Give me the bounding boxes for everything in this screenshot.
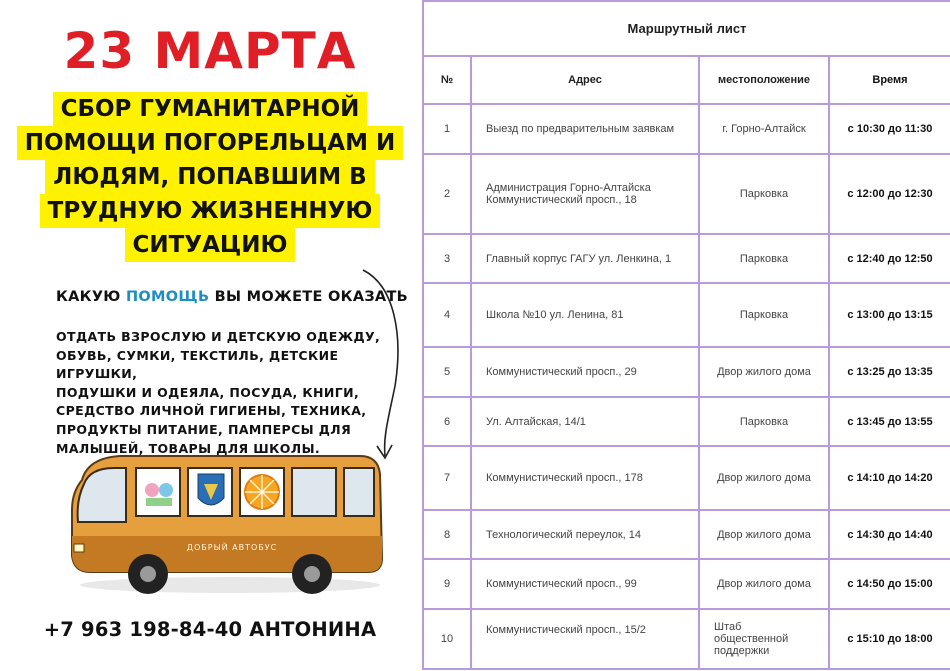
header-time: Время: [829, 56, 950, 104]
row-location: Двор жилого дома: [717, 472, 811, 484]
row-time: с 12:00 до 12:30: [829, 154, 950, 234]
headline-line: ТРУДНУЮ ЖИЗНЕННУЮ: [40, 194, 381, 228]
item-line: МАЛЫШЕЙ, ТОВАРЫ ДЛЯ ШКОЛЫ.: [56, 440, 321, 456]
item-line: ОБУВЬ, СУМКИ, ТЕКСТИЛЬ, ДЕТСКИЕ ИГРУШКИ,: [56, 347, 339, 382]
row-address: Школа №10 ул. Ленина, 81: [486, 309, 624, 321]
row-num: 4: [423, 283, 471, 347]
row-location: Парковка: [739, 188, 789, 200]
header-address: Адрес: [471, 56, 699, 104]
row-address: Коммунистический просп., 15/2: [486, 624, 646, 636]
row-num: 9: [423, 559, 471, 609]
table-row: [423, 397, 950, 446]
table-row: [423, 510, 950, 559]
item-line: СРЕДСТВО ЛИЧНОЙ ГИГИЕНЫ, ТЕХНИКА,: [56, 403, 367, 419]
row-address: Технологический переулок, 14: [486, 528, 642, 541]
headline-line: СБОР ГУМАНИТАРНОЙ: [53, 92, 368, 126]
table-row: [423, 234, 950, 283]
row-location: Двор жилого дома: [717, 366, 811, 378]
table-row: [423, 559, 950, 609]
row-num: 10: [423, 609, 471, 669]
row-time: с 13:00 до 13:15: [829, 283, 950, 347]
headline-line: СИТУАЦИЮ: [125, 228, 296, 262]
row-num: 6: [423, 397, 471, 446]
table-row: [423, 446, 950, 510]
row-address: Коммунистический просп., 29: [486, 366, 637, 378]
row-location: Двор жилого дома: [717, 528, 811, 541]
item-line: ПРОДУКТЫ ПИТАНИЕ, ПАМПЕРСЫ ДЛЯ: [56, 421, 352, 437]
row-time: с 13:25 до 13:35: [829, 347, 950, 397]
contact-phone: +7 963 198-84-40 АНТОНИНА: [43, 618, 377, 641]
table-row: [423, 283, 950, 347]
table-row: [423, 104, 950, 154]
row-address: Выезд по предварительным заявкам: [486, 123, 675, 135]
row-time: с 10:30 до 11:30: [829, 104, 950, 154]
route-title: Маршрутный лист: [423, 1, 950, 56]
headline-line: ЛЮДЯМ, ПОПАВШИМ В: [45, 160, 374, 194]
item-line: ПОДУШКИ И ОДЕЯЛА, ПОСУДА, КНИГИ,: [56, 384, 360, 400]
row-time: с 14:10 до 14:20: [829, 446, 950, 510]
row-location: Парковка: [739, 309, 789, 321]
row-time: с 14:50 до 15:00: [829, 559, 950, 609]
bus-illustration: [60, 440, 390, 600]
item-line: ОТДАТЬ ВЗРОСЛУЮ И ДЕТСКУЮ ОДЕЖДУ,: [56, 329, 381, 344]
row-address: Коммунистический просп., 178: [486, 472, 643, 484]
row-address: Администрация Горно-Алтайска Коммунистический просп., 18: [486, 182, 651, 206]
poster: [0, 0, 420, 671]
headline-line: ПОМОЩИ ПОГОРЕЛЬЦАМ И: [17, 126, 403, 160]
row-location: Двор жилого дома: [717, 578, 811, 590]
row-num: 1: [423, 104, 471, 154]
row-time: с 12:40 до 12:50: [829, 234, 950, 283]
help-title-accent: ПОМОЩЬ: [126, 289, 210, 305]
orange-slice-icon: [245, 475, 279, 509]
row-location: Парковка: [739, 252, 789, 265]
route-table: [422, 0, 950, 670]
header-location: местоположение: [699, 56, 829, 104]
header-num: №: [423, 56, 471, 104]
row-num: 2: [423, 154, 471, 234]
row-num: 8: [423, 510, 471, 559]
row-num: 7: [423, 446, 471, 510]
row-address: Коммунистический просп., 99: [486, 578, 637, 590]
coat-of-arms-icon: [198, 474, 224, 505]
table-row: [423, 609, 950, 669]
donation-items: [56, 328, 396, 458]
bus-label: ДОБРЫЙ АВТОБУС: [186, 543, 278, 552]
row-num: 5: [423, 347, 471, 397]
row-time: с 15:10 до 18:00: [829, 609, 950, 669]
row-location: Штаб общественной поддержки: [714, 621, 789, 657]
row-time: с 14:30 до 14:40: [829, 510, 950, 559]
row-address: Главный корпус ГАГУ ул. Ленкина, 1: [486, 252, 672, 265]
row-num: 3: [423, 234, 471, 283]
headline: [0, 92, 420, 262]
table-row: [423, 154, 950, 234]
row-address: Ул. Алтайская, 14/1: [486, 415, 586, 428]
row-time: с 13:45 до 13:55: [829, 397, 950, 446]
table-row: [423, 347, 950, 397]
help-title-after: ВЫ МОЖЕТЕ ОКАЗАТЬ: [214, 289, 409, 305]
row-location: Парковка: [739, 415, 789, 428]
help-title-before: КАКУЮ: [56, 289, 121, 305]
row-location: г. Горно-Алтайск: [722, 123, 806, 135]
route-sheet: [422, 0, 950, 671]
event-date: 23 МАРТА: [63, 22, 357, 80]
